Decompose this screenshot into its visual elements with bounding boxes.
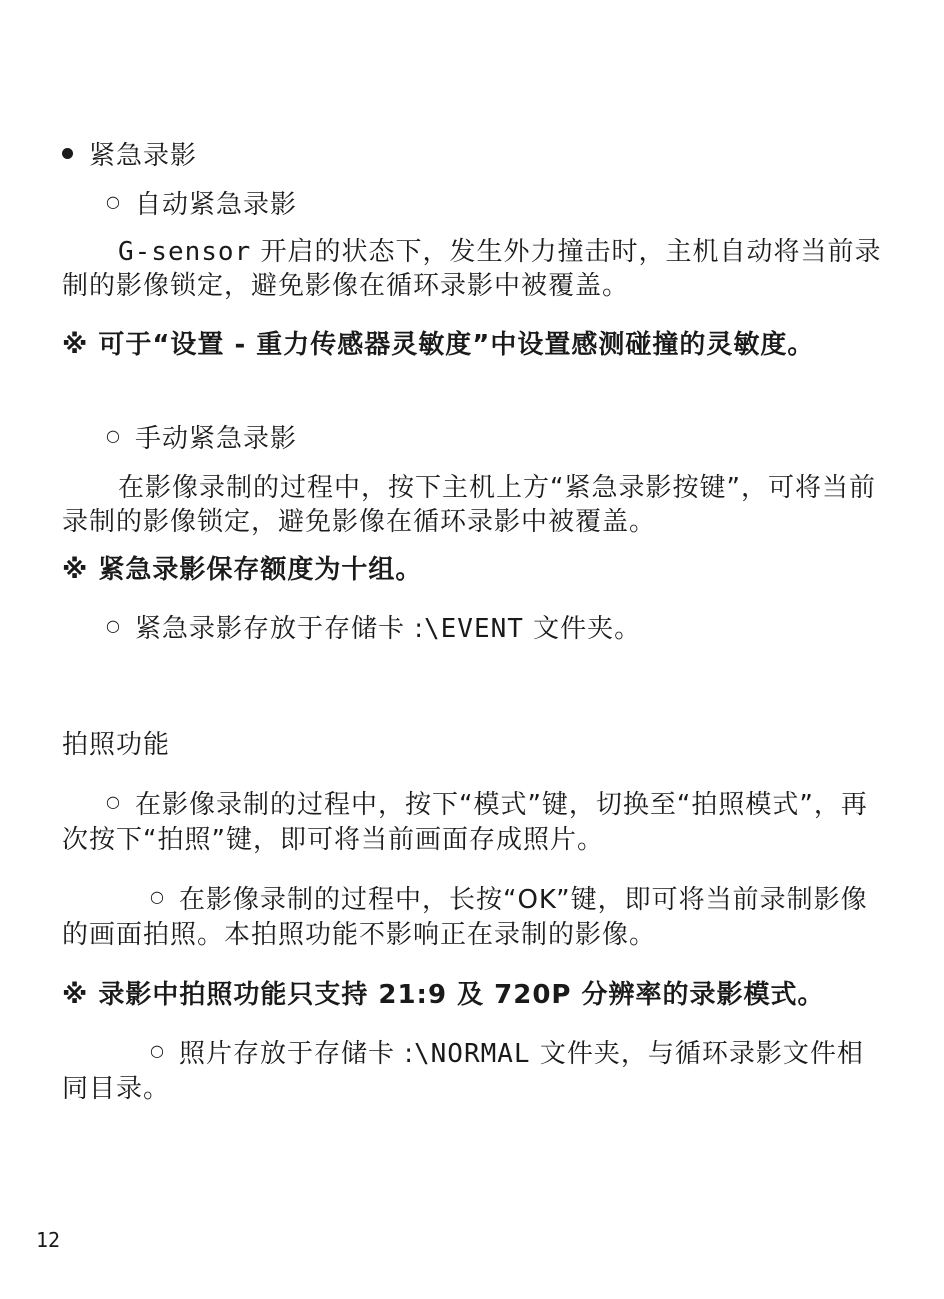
emergency-storage-info xyxy=(106,612,641,647)
photo-item-1 xyxy=(62,788,882,857)
manual-emergency-note: ※ 紧急录影保存额度为十组。 xyxy=(62,555,423,585)
hollow-bullet-icon: ○ xyxy=(106,191,121,211)
subsection-title: 自动紧急录影 xyxy=(134,190,297,220)
g-sensor-label: G-sensor xyxy=(118,237,252,267)
hollow-bullet-icon: ○ xyxy=(150,886,165,906)
hollow-bullet-icon: ○ xyxy=(106,615,121,635)
auto-emergency-description xyxy=(62,235,882,303)
auto-emergency-note: ※ 可于“设置 - 重力传感器灵敏度”中设置感测碰撞的灵敏度。 xyxy=(62,330,815,360)
photo-item-1-text: 在影像录制的过程中，按下“模式”键，切换至“拍照模式”，再次按下“拍照”键，即可将当前画面存成照片。 xyxy=(62,790,868,855)
photo-storage-info xyxy=(62,1037,882,1106)
storage-suffix: 文件夹。 xyxy=(523,614,642,644)
auto-emergency-text: 开启的状态下，发生外力撞击时，主机自动将当前录制的影像锁定，避免影像在循环录影中被覆盖。 xyxy=(62,237,882,301)
hollow-bullet-icon: ○ xyxy=(106,791,121,811)
hollow-bullet-icon: ○ xyxy=(106,425,121,445)
subsection-title: 手动紧急录影 xyxy=(134,424,297,454)
photo-item-2-text: 在影像录制的过程中，长按“OK”键，即可将当前录制影像的画面拍照。本拍照功能不影响正在录制的影像。 xyxy=(62,885,868,950)
section-title: 拍照功能 xyxy=(62,730,171,760)
section-photo-function xyxy=(62,728,170,762)
section-title: 紧急录影 xyxy=(89,141,198,171)
storage-path: \EVENT xyxy=(424,614,524,644)
page-number: 12 xyxy=(36,1228,61,1252)
hollow-bullet-icon: ○ xyxy=(150,1040,165,1060)
photo-storage-path: \NORMAL xyxy=(414,1039,531,1069)
photo-note: ※ 录影中拍照功能只支持 21:9 及 720P 分辨率的录影模式。 xyxy=(62,980,825,1010)
subsection-manual-emergency xyxy=(106,422,297,457)
storage-text: 紧急录影存放于存储卡 : xyxy=(134,614,424,644)
bullet-icon xyxy=(62,148,73,159)
photo-storage-text: 照片存放于存储卡 : xyxy=(178,1039,414,1069)
section-emergency-recording xyxy=(62,139,197,173)
manual-emergency-description: 在影像录制的过程中，按下主机上方“紧急录影按键”，可将当前录制的影像锁定，避免影像在循环录影中被覆盖。 xyxy=(62,473,876,537)
photo-storage-suffix: 文件夹，与循环录影文件相同目录。 xyxy=(62,1039,864,1104)
photo-item-2 xyxy=(62,883,882,952)
subsection-auto-emergency xyxy=(106,188,297,223)
